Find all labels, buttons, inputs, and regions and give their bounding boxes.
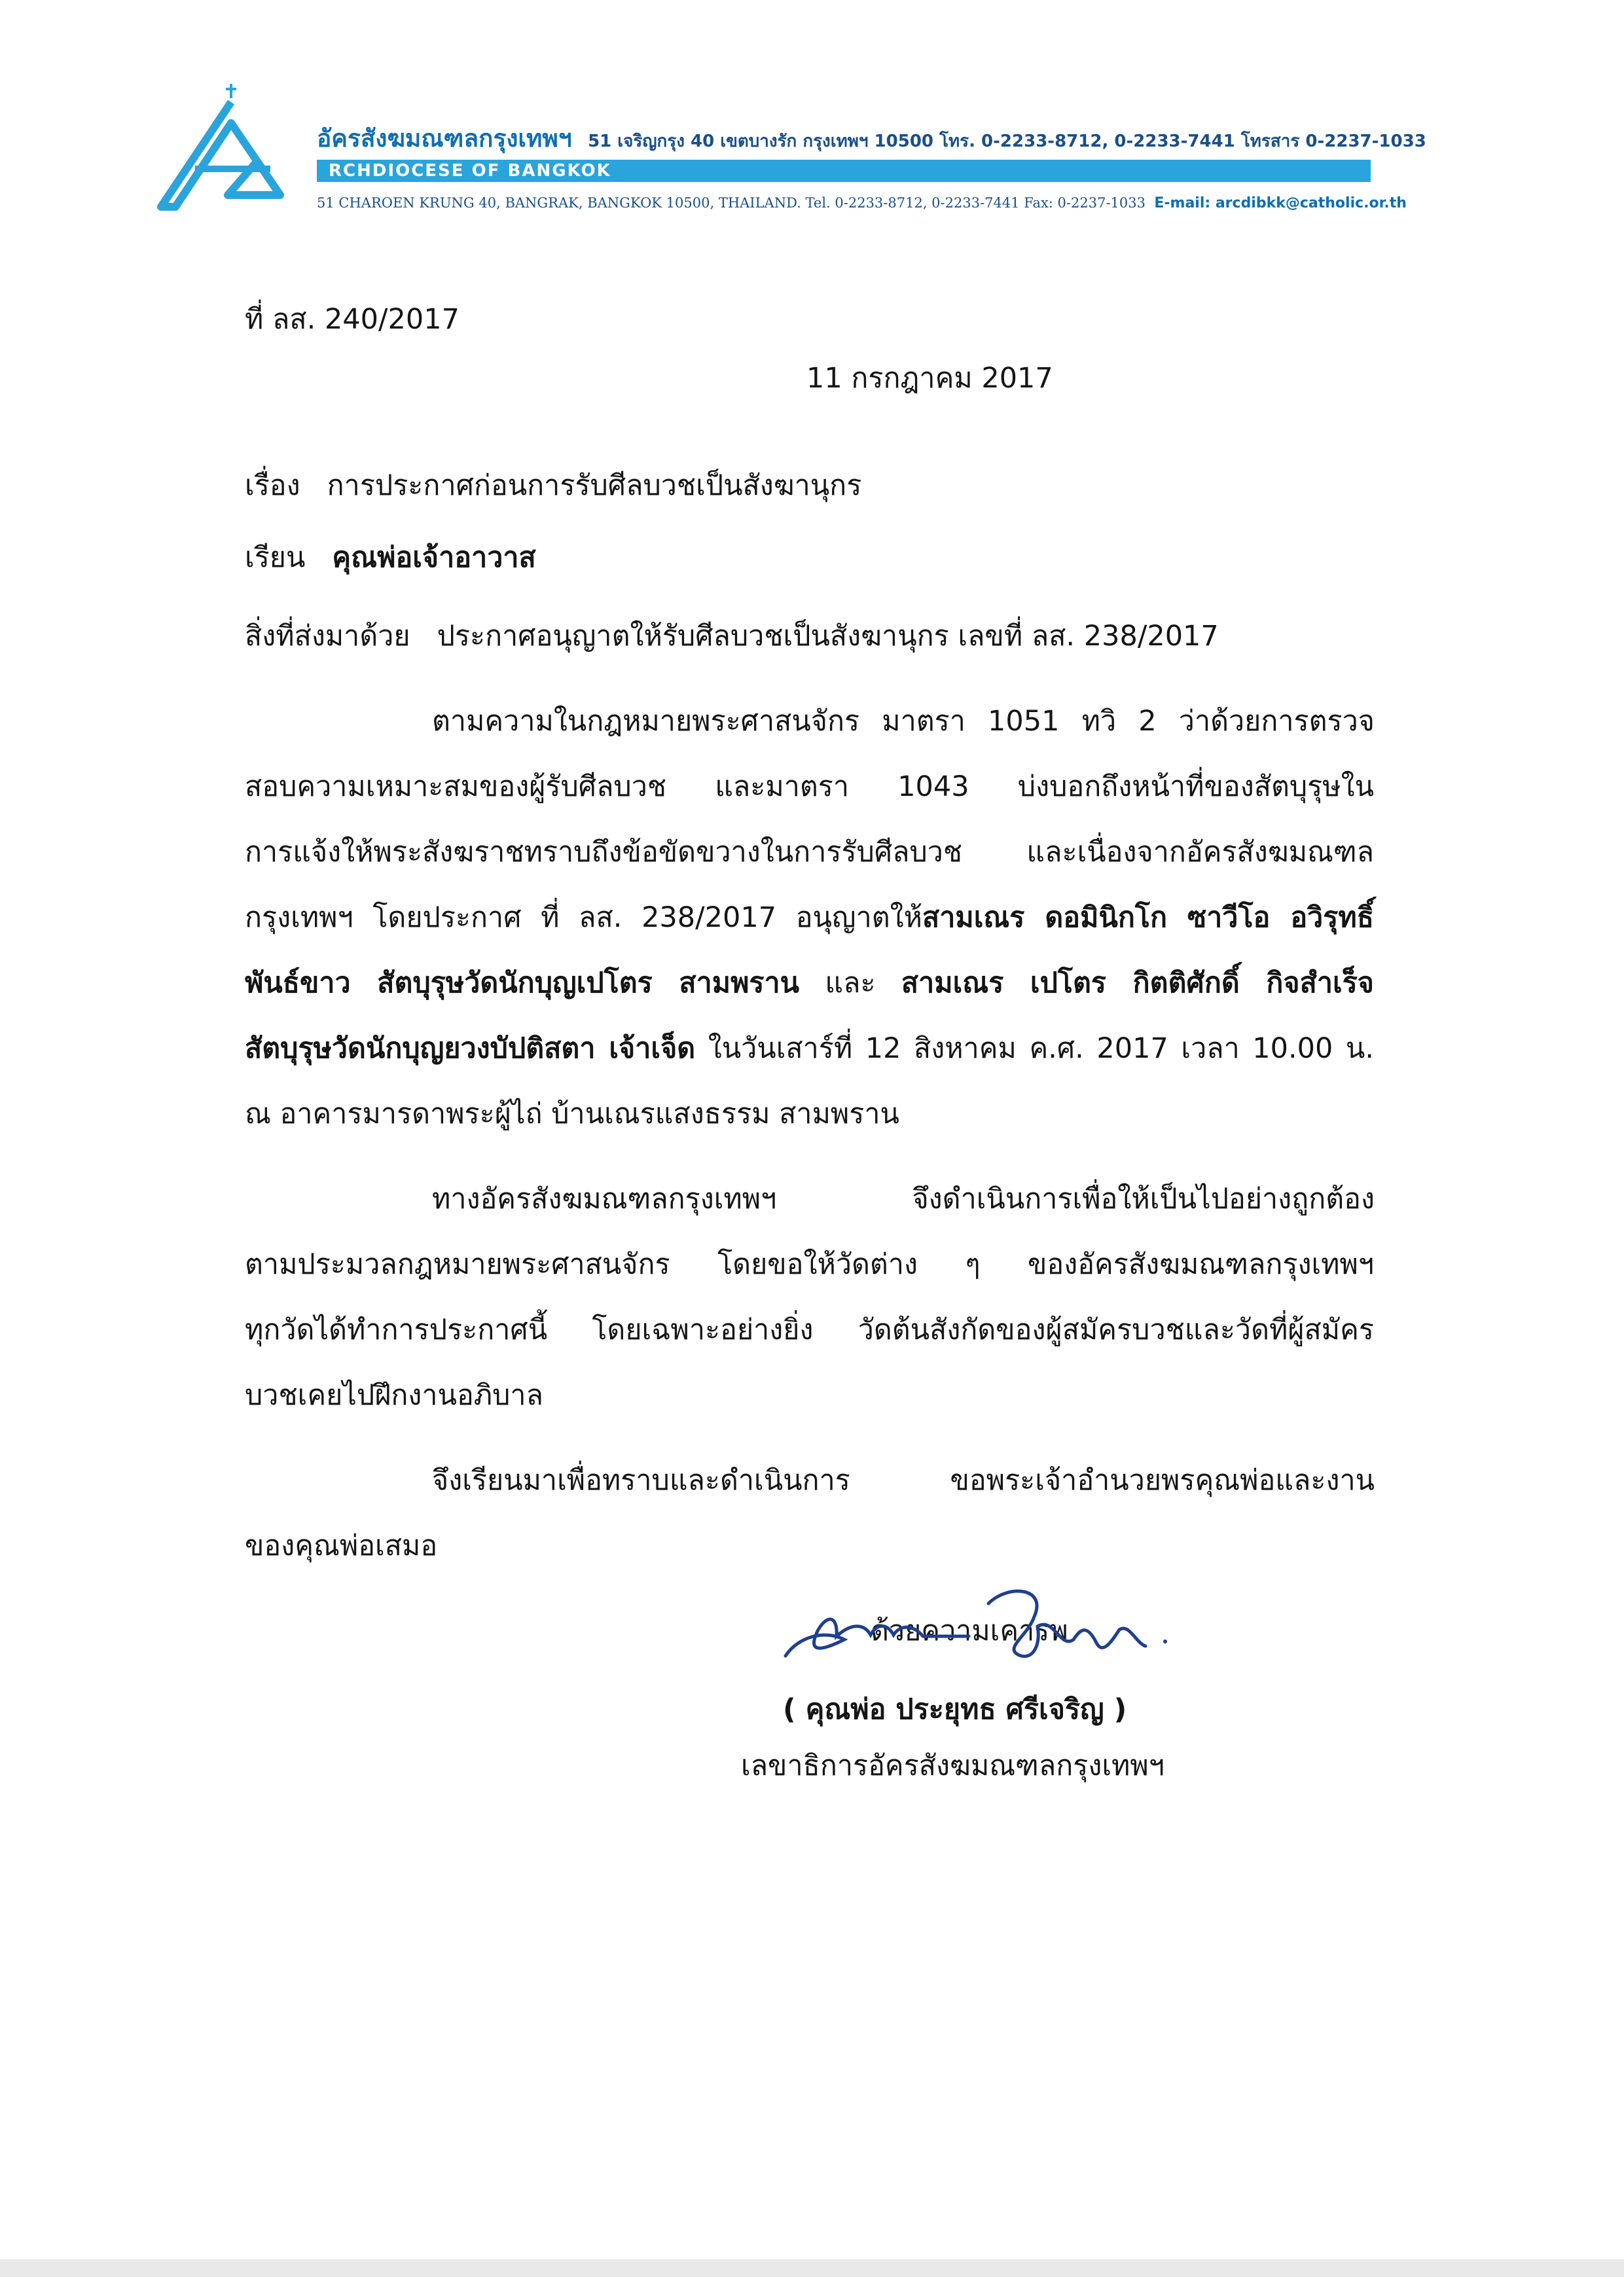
enclosure-label: สิ่งที่ส่งมาด้วย bbox=[245, 620, 410, 653]
letterhead-address-line bbox=[317, 195, 1407, 211]
closing-text: ด้วยความเคารพ bbox=[871, 1615, 1068, 1647]
letterhead-bar bbox=[317, 160, 1371, 182]
paragraph-3-line-2: ของคุณพ่อเสมอ bbox=[245, 1530, 438, 1562]
paragraph-1-line-2: สอบความเหมาะสมของผู้รับศีลบวช และมาตรา 1043 บ่งบอกถึงหน้าที่ของสัตบุรุษใน bbox=[245, 770, 1374, 803]
recipient-line bbox=[245, 538, 536, 577]
paragraph-1-line-6 bbox=[245, 1029, 1374, 1068]
org-email: E-mail: arcdibkk@catholic.or.th bbox=[1154, 195, 1407, 211]
reference-number: ที่ ลส. 240/2017 bbox=[245, 303, 460, 336]
subject-label: เรื่อง bbox=[245, 469, 300, 502]
letter-date: 11 กรกฎาคม 2017 bbox=[806, 362, 1053, 395]
scan-edge bbox=[0, 2259, 1624, 2277]
candidate-2-parish: สัตบุรุษวัดนักบุญยวงบัปติสตา เจ้าเจ็ด bbox=[245, 1032, 696, 1065]
paragraph-3-line-1: จึงเรียนมาเพื่อทราบและดำเนินการ ขอพระเจ้าอำนวยพรคุณพ่อและงาน bbox=[432, 1464, 1375, 1497]
letterhead-title-line bbox=[317, 119, 1426, 158]
paragraph-1-line-5 bbox=[245, 963, 1374, 1003]
enclosure-text: ประกาศอนุญาตให้รับศีลบวชเป็นสังฆานุกร เลขที่ ลส. 238/2017 bbox=[437, 620, 1219, 653]
signer-title: เลขาธิการอัครสังฆมณฑลกรุงเทพฯ bbox=[741, 1749, 1164, 1782]
conjunction-text: และ bbox=[799, 967, 901, 999]
archdiocese-logo-icon bbox=[149, 84, 313, 211]
org-address-th: 51 เจริญกรุง 40 เขตบางรัก กรุงเทพฯ 10500 โทร. 0-2233-8712, 0-2233-7441 โทรสาร 0-2237-1033 bbox=[588, 132, 1426, 151]
subject-line bbox=[245, 466, 861, 505]
recipient-label: เรียน bbox=[245, 541, 306, 574]
recipient-text: คุณพ่อเจ้าอาวาส bbox=[332, 541, 536, 574]
paragraph-2-line-1: ทางอัครสังฆมณฑลกรุงเทพฯ จึงดำเนินการเพื่อให้เป็นไปอย่างถูกต้อง bbox=[432, 1183, 1375, 1215]
candidate-1-parish: พันธ์ขาว สัตบุรุษวัดนักบุญเปโตร สามพราน bbox=[245, 967, 800, 999]
paragraph-2-line-2: ตามประมวลกฎหมายพระศาสนจักร โดยขอให้วัดต่าง ๆ ของอัครสังฆมณฑลกรุงเทพฯ bbox=[245, 1248, 1374, 1281]
handwritten-signature bbox=[772, 1577, 1178, 1676]
candidate-1-name: สามเณร ดอมินิกโก ซาวีโอ อวิรุทธิ์ bbox=[922, 901, 1374, 934]
paragraph-1-line-7: ณ อาคารมารดาพระผู้ไถ่ บ้านเณรแสงธรรม สามพราน bbox=[245, 1098, 899, 1130]
org-address-en: 51 CHAROEN KRUNG 40, BANGRAK, BANGKOK 10500, THAILAND. Tel. 0-2233-8712, 0-2233-7441 Fax: 0-2237-1033 bbox=[317, 195, 1146, 211]
paragraph-2-line-4: บวชเคยไปฝึกงานอภิบาล bbox=[245, 1379, 543, 1412]
ordination-datetime: ในวันเสาร์ที่ 12 สิงหาคม ค.ศ. 2017 เวลา 10.00 น. bbox=[695, 1032, 1374, 1065]
subject-text: การประกาศก่อนการรับศีลบวชเป็นสังฆานุกร bbox=[327, 469, 862, 502]
permission-text: กรุงเทพฯ โดยประกาศ ที่ ลส. 238/2017 อนุญาตให้ bbox=[245, 901, 922, 934]
paragraph-1-line-1: ตามความในกฎหมายพระศาสนจักร มาตรา 1051 ทวิ 2 ว่าด้วยการตรวจ bbox=[432, 705, 1375, 738]
org-name-en: RCHDIOCESE OF BANGKOK bbox=[329, 161, 611, 181]
paragraph-1-line-4 bbox=[245, 898, 1374, 937]
org-name-th: อัครสังฆมณฑลกรุงเทพฯ bbox=[317, 124, 572, 152]
paragraph-1-line-3: การแจ้งให้พระสังฆราชทราบถึงข้อขัดขวางในการรับศีลบวช และเนื่องจากอัครสังฆมณฑล bbox=[245, 836, 1374, 869]
candidate-2-name: สามเณร เปโตร กิตติศักดิ์ กิจสำเร็จ bbox=[901, 967, 1374, 999]
signer-name: ( คุณพ่อ ประยุทธ ศรีเจริญ ) bbox=[783, 1693, 1127, 1726]
enclosure-line bbox=[245, 617, 1219, 656]
paragraph-2-line-3: ทุกวัดได้ทำการประกาศนี้ โดยเฉพาะอย่างยิ่ง วัดต้นสังกัดของผู้สมัครบวชและวัดที่ผู้สมัคร bbox=[245, 1314, 1374, 1346]
